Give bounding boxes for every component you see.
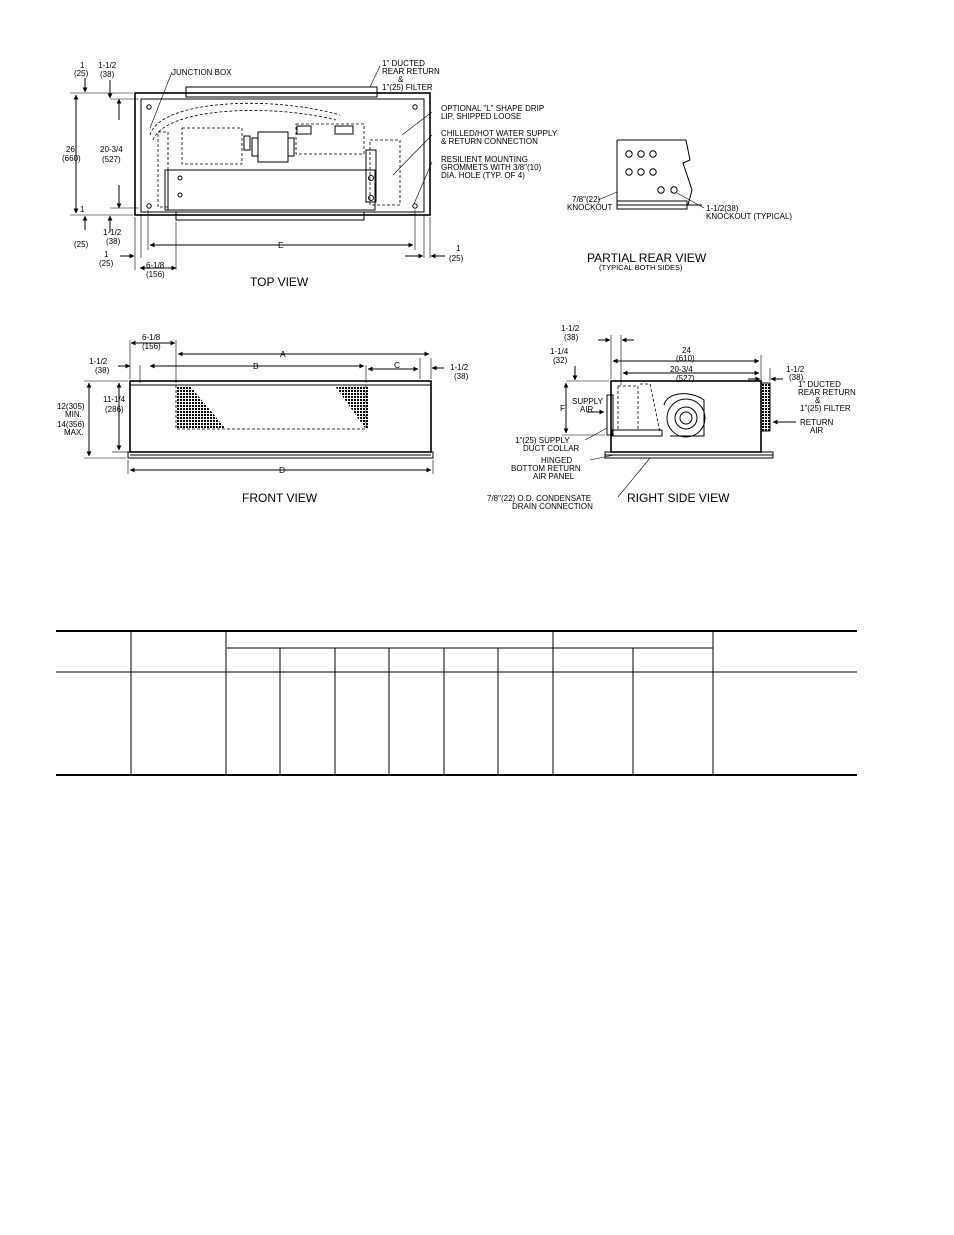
side-dim-38-top: (38): [564, 333, 579, 342]
water-conn-label-1: CHILLED/HOT WATER SUPPLY: [441, 129, 558, 138]
knockout-78-label-1: 7/8"(22): [572, 195, 601, 204]
top-dim-38-b: (38): [106, 237, 121, 246]
hinged-panel-label-2: BOTTOM RETURN: [511, 464, 581, 473]
top-dim-25: (25): [74, 69, 89, 78]
top-dim-660: (660): [62, 154, 81, 163]
drip-lip-label-2: LIP, SHIPPED LOOSE: [441, 112, 522, 121]
front-dim-d: D: [279, 465, 286, 475]
left-grille: [177, 386, 225, 428]
supply-air-label-2: AIR: [580, 405, 594, 414]
front-dim-38-right: (38): [454, 372, 469, 381]
side-dim-24: 24: [682, 346, 691, 355]
drain-label-1: 7/8"(22) O.D. CONDENSATE: [487, 494, 592, 503]
front-dim-11-1-4: 11-1/4: [103, 395, 126, 404]
top-dim-25-b: (25): [74, 240, 89, 249]
side-dim-1-1-4: 1-1/4: [550, 347, 569, 356]
blower-wheel: [667, 399, 705, 437]
side-view-casing: [611, 381, 761, 452]
front-dim-b: B: [253, 361, 259, 371]
rear-return-flange: [186, 87, 377, 97]
front-dim-12: 12(305): [57, 402, 85, 411]
top-dim-25-c: (25): [99, 259, 114, 268]
front-dim-1-1-2-right: 1-1/2: [450, 363, 469, 372]
side-filter: [761, 383, 770, 431]
duct-collar-label-1: 1"(25) SUPPLY: [515, 436, 570, 445]
grommet-label-3: DIA. HOLE (TYP. OF 4): [441, 171, 525, 180]
side-ducted-label-1: 1" DUCTED: [798, 380, 841, 389]
knockout-112-label-1: 1-1/2(38): [706, 204, 739, 213]
top-dim-6-1-8: 6-1/8: [146, 261, 165, 270]
right-side-view: [487, 324, 856, 511]
partial-rear-view: [567, 140, 792, 272]
ducted-return-label-1: 1" DUCTED: [382, 59, 425, 68]
front-dim-156: (156): [142, 342, 161, 351]
side-dim-f: F: [560, 403, 566, 413]
side-ducted-label-4: 1"(25) FILTER: [800, 404, 851, 413]
return-air-label-2: AIR: [810, 426, 824, 435]
top-view: [62, 59, 558, 289]
grommet-label-1: RESILIENT MOUNTING: [441, 155, 528, 164]
dimension-table: [56, 631, 857, 775]
ducted-return-label-2: REAR RETURN: [382, 67, 440, 76]
rear-view-subtitle: (TYPICAL BOTH SIDES): [599, 263, 683, 272]
side-dim-1-1-2-top: 1-1/2: [561, 324, 580, 333]
top-dim-26: 26: [66, 145, 75, 154]
side-ducted-label-3: &: [815, 396, 821, 405]
drip-lip-label-1: OPTIONAL "L" SHAPE DRIP: [441, 104, 545, 113]
knockout-78-label-2: KNOCKOUT: [567, 203, 613, 212]
top-dim-e: E: [278, 240, 284, 250]
front-view-title: FRONT VIEW: [242, 491, 318, 505]
return-air-label-1: RETURN: [800, 418, 834, 427]
front-dim-min: MIN.: [65, 410, 82, 419]
rear-view-title: PARTIAL REAR VIEW: [587, 251, 707, 265]
water-conn-label-2: & RETURN CONNECTION: [441, 137, 538, 146]
side-dim-1-1-2-right: 1-1/2: [786, 365, 805, 374]
supply-air-label-1: SUPPLY: [572, 397, 603, 406]
top-dim-1-1-2-b: 1-1/2: [103, 228, 122, 237]
top-dim-527: (527): [102, 155, 121, 164]
front-dim-286: (286): [105, 405, 124, 414]
top-view-title: TOP VIEW: [250, 275, 309, 289]
front-dim-1-1-2-left: 1-1/2: [89, 357, 108, 366]
hinged-panel-label-3: AIR PANEL: [533, 472, 575, 481]
knockout-112-label-2: KNOCKOUT (TYPICAL): [706, 212, 793, 221]
side-dim-527: (527): [676, 374, 695, 383]
side-dim-20-3-4: 20-3/4: [670, 365, 693, 374]
side-ducted-label-2: REAR RETURN: [798, 388, 856, 397]
front-dim-max: MAX.: [64, 428, 84, 437]
side-dim-610: (610): [676, 354, 695, 363]
top-dim-156: (156): [146, 270, 165, 279]
front-dim-14: 14(356): [57, 420, 85, 429]
front-dim-6-1-8: 6-1/8: [142, 333, 161, 342]
top-dim-1-b: 1: [80, 205, 85, 214]
top-dim-25-d: (25): [449, 254, 464, 263]
front-dim-38-left: (38): [95, 366, 110, 375]
duct-collar-label-2: DUCT COLLAR: [523, 444, 580, 453]
front-view-casing: [130, 381, 431, 452]
side-dim-38-right: (38): [789, 373, 804, 382]
grommet-label-2: GROMMETS WITH 3/8"(10): [441, 163, 542, 172]
front-view: [57, 333, 469, 505]
hinged-panel-label-1: HINGED: [541, 456, 573, 465]
ducted-return-label-4: 1"(25) FILTER: [382, 83, 433, 92]
side-dim-32: (32): [553, 356, 568, 365]
junction-box-label: JUNCTION BOX: [172, 68, 232, 77]
top-dim-20-3-4: 20-3/4: [100, 145, 123, 154]
side-view-title: RIGHT SIDE VIEW: [627, 491, 730, 505]
top-dim-1: 1: [80, 61, 85, 70]
drip-lip: [176, 212, 364, 220]
ducted-return-label-3: &: [398, 75, 404, 84]
top-dim-1-c: 1: [104, 250, 109, 259]
front-dim-c: C: [394, 360, 401, 370]
top-dim-1-1-2: 1-1/2: [98, 61, 117, 70]
top-dim-38: (38): [100, 70, 115, 79]
top-view-inner-casing: [141, 99, 424, 212]
top-dim-1-d: 1: [456, 244, 461, 253]
front-dim-a: A: [280, 349, 286, 359]
right-grille: [335, 386, 368, 428]
drain-label-2: DRAIN CONNECTION: [512, 502, 593, 511]
